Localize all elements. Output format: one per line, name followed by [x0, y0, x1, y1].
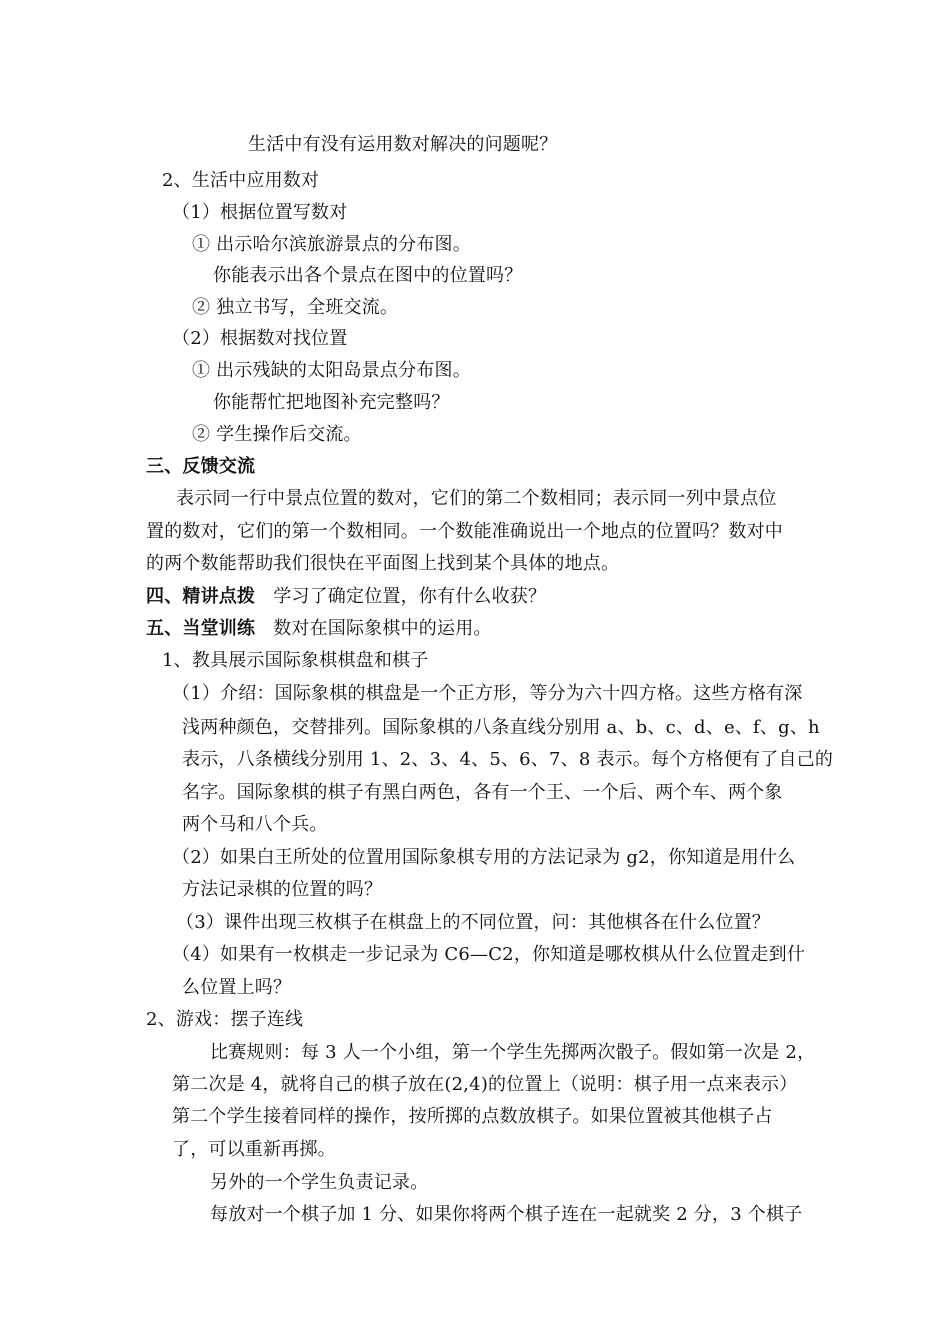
chess-intro-line-2: 浅两种颜色，交替排列。国际象棋的八条直线分别用 a、b、c、d、e、f、g、h: [182, 717, 820, 738]
section-4-line: [146, 585, 546, 609]
section-5-line: [146, 617, 492, 641]
section-5-item-1-heading: 1、教具展示国际象棋棋盘和棋子: [162, 650, 429, 671]
feedback-paragraph-line-3: 的两个数能帮助我们很快在平面图上找到某个具体的地点。: [146, 553, 620, 574]
chess-intro-line-4: 名字。国际象棋的棋子有黑白两色，各有一个王、一个后、两个车、两个象: [182, 782, 783, 803]
section-3-heading: 三、反馈交流: [146, 456, 256, 477]
step-1-question: 你能表示出各个景点在图中的位置吗？: [213, 265, 523, 286]
game-rules-line-2: 第二次是 4，就将自己的棋子放在(2,4)的位置上（说明：棋子用一点来表示）: [172, 1074, 798, 1095]
game-scoring-line: 每放对一个棋子加 1 分、如果你将两个棋子连在一起就奖 2 分，3 个棋子: [210, 1204, 803, 1225]
game-rules-line-1: 比赛规则：每 3 人一个小组，第一个学生先掷两次骰子。假如第一次是 2，: [210, 1042, 816, 1063]
chess-question-4-line-2: 么位置上吗？: [182, 977, 292, 998]
chess-question-2-line-2: 方法记录棋的位置的吗？: [182, 879, 383, 900]
game-rules-line-3: 第二个学生接着同样的操作，按所掷的点数放棋子。如果位置被其他棋子占: [172, 1106, 773, 1127]
intro-question: 生活中有没有运用数对解决的问题呢？: [248, 134, 558, 155]
section-2-heading: 2、生活中应用数对: [162, 170, 320, 191]
section-4-heading: 四、精讲点拨: [146, 586, 256, 607]
step-2-text: ② 独立书写，全班交流。: [192, 297, 399, 318]
feedback-paragraph-line-2: 置的数对，它们的第一个数相同。一个数能准确说出一个地点的位置吗？数对中: [146, 521, 783, 542]
chess-question-2-line-1: （2）如果白王所处的位置用国际象棋专用的方法记录为 g2，你知道是用什么: [172, 847, 796, 868]
step-2b-text: ② 学生操作后交流。: [192, 424, 362, 445]
chess-intro-line-5: 两个马和八个兵。: [182, 814, 328, 835]
chess-question-4-line-1: （4）如果有一枚棋走一步记录为 C6—C2，你知道是哪枚棋从什么位置走到什: [172, 944, 806, 965]
chess-intro-line-1: （1）介绍：国际象棋的棋盘是一个正方形，等分为六十四方格。这些方格有深: [172, 683, 803, 704]
section-5-text: 数对在国际象棋中的运用。: [273, 618, 492, 639]
step-1b-text: ① 出示残缺的太阳岛景点分布图。: [192, 360, 471, 381]
section-4-text: 学习了确定位置，你有什么收获？: [273, 586, 547, 607]
game-rules-line-4: 了，可以重新再掷。: [172, 1139, 336, 1160]
chess-question-3: （3）课件出现三枚棋子在棋盘上的不同位置，问：其他棋各在什么位置？: [176, 912, 771, 933]
section-5-heading: 五、当堂训练: [146, 618, 256, 639]
step-1b-question: 你能帮忙把地图补充完整吗？: [213, 392, 450, 413]
chess-intro-line-3: 表示，八条横线分别用 1、2、3、4、5、6、7、8 表示。每个方格便有了自己的: [182, 749, 834, 770]
subsection-2-heading: （2）根据数对找位置: [172, 328, 348, 349]
game-recorder-line: 另外的一个学生负责记录。: [210, 1172, 429, 1193]
step-1-text: ① 出示哈尔滨旅游景点的分布图。: [192, 234, 471, 255]
feedback-paragraph-line-1: 表示同一行中景点位置的数对，它们的第二个数相同；表示同一列中景点位: [176, 488, 777, 509]
subsection-1-heading: （1）根据位置写数对: [172, 202, 348, 223]
game-heading: 2、游戏：摆子连线: [146, 1009, 304, 1030]
